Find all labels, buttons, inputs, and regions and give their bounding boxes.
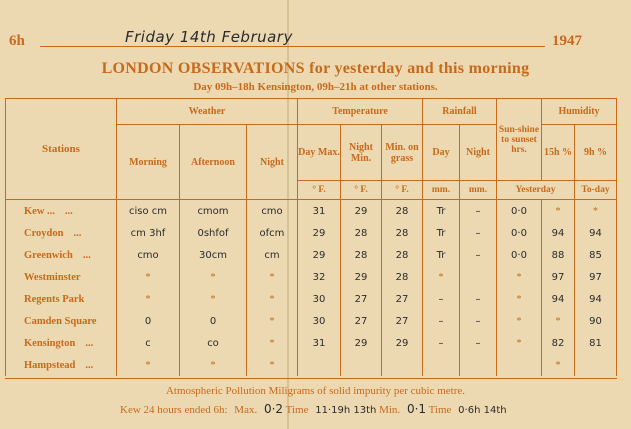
cell-morning: * (117, 288, 180, 310)
cell-hum-9h: 90 (575, 310, 617, 332)
cell-afternoon: co (180, 332, 247, 354)
cell-afternoon: 30cm (180, 244, 247, 266)
station-leader-dots: ... (85, 337, 94, 349)
cell-hum-9h: 85 (575, 244, 617, 266)
table-row (6, 332, 617, 354)
table-row (6, 266, 617, 288)
unit-rain-night: mm. (460, 181, 497, 200)
cell-rain-night: – (460, 200, 497, 223)
station-leader-dots: ... (85, 359, 94, 371)
sunshine-header: Sun-shine to sunset hrs. (497, 99, 542, 181)
station-label: Camden Square (24, 315, 97, 327)
cell-rain-night: – (460, 222, 497, 244)
station-name (6, 266, 117, 288)
cell-night-min: 28 (341, 222, 382, 244)
cell-rain-day (423, 354, 460, 376)
handwritten-date: Friday 14th February (125, 28, 293, 46)
rainfall-group-header: Rainfall (423, 99, 497, 125)
cell-afternoon: * (180, 288, 247, 310)
stations-header: Stations (6, 99, 117, 200)
cell-sunshine: * (497, 310, 542, 332)
station-label: Regents Park (24, 293, 85, 305)
cell-night: * (247, 288, 298, 310)
cell-sunshine (497, 354, 542, 376)
unit-rain-day: mm. (423, 181, 460, 200)
cell-afternoon: * (180, 354, 247, 376)
station-name (6, 244, 117, 266)
cell-morning: c (117, 332, 180, 354)
col-night-min: Night Min. (341, 125, 382, 181)
min-label: Min. (379, 404, 401, 416)
unit-yesterday: Yesterday (497, 181, 575, 200)
table-row (6, 354, 617, 376)
cell-sunshine: 0·0 (497, 244, 542, 266)
col-hum-9h: 9h % (575, 125, 617, 181)
cell-morning: 0 (117, 310, 180, 332)
max-value: 0·2 (263, 402, 284, 416)
col-afternoon: Afternoon (180, 125, 247, 200)
cell-night: cmo (247, 200, 298, 223)
cell-grass-min: 28 (382, 200, 423, 223)
cell-night: * (247, 266, 298, 288)
col-morning: Morning (117, 125, 180, 200)
unit-today: To-day (575, 181, 617, 200)
col-night: Night (247, 125, 298, 200)
cell-hum-15h: 94 (542, 288, 575, 310)
cell-rain-day: Tr (423, 222, 460, 244)
cell-rain-night: – (460, 332, 497, 354)
cell-hum-9h: * (575, 200, 617, 223)
cell-night: * (247, 310, 298, 332)
max-time: 11·19h 13th (315, 405, 377, 416)
kew-label: Kew 24 hours ended 6h: (120, 404, 228, 416)
observations-table (5, 98, 617, 376)
unit-grass-min: ° F. (382, 181, 423, 200)
cell-hum-9h: 97 (575, 266, 617, 288)
col-rain-night: Night (460, 125, 497, 181)
table-row (6, 288, 617, 310)
cell-grass-min: 29 (382, 332, 423, 354)
cell-day-max: 30 (298, 310, 341, 332)
station-leader-dots: ... (82, 249, 91, 261)
max-label: Max. (234, 404, 258, 416)
cell-night-min (341, 354, 382, 376)
cell-sunshine: 0·0 (497, 200, 542, 223)
cell-sunshine: * (497, 332, 542, 354)
cell-afternoon: 0shfof (180, 222, 247, 244)
cell-rain-day: Tr (423, 200, 460, 223)
col-day-max: Day Max. (298, 125, 341, 181)
station-label: Kew ... (24, 205, 55, 217)
cell-night: * (247, 332, 298, 354)
pollution-readings (120, 402, 507, 416)
station-label: Hampstead (24, 359, 76, 371)
cell-day-max: 29 (298, 222, 341, 244)
cell-night-min: 27 (341, 288, 382, 310)
header-hour: 6h (9, 33, 25, 49)
cell-rain-night: – (460, 244, 497, 266)
cell-grass-min (382, 354, 423, 376)
cell-night: * (247, 354, 298, 376)
cell-hum-15h: 97 (542, 266, 575, 288)
min-time: 0·6h 14th (458, 405, 507, 416)
cell-grass-min: 28 (382, 244, 423, 266)
page-subtitle: Day 09h–18h Kensington, 09h–21h at other stations. (193, 81, 438, 93)
cell-night-min: 27 (341, 310, 382, 332)
cell-grass-min: 28 (382, 266, 423, 288)
col-rain-day: Day (423, 125, 460, 181)
time-label: Time (285, 404, 309, 416)
weather-group-header: Weather (117, 99, 298, 125)
humidity-group-header: Humidity (542, 99, 617, 125)
station-name (6, 200, 117, 223)
table-row (6, 244, 617, 266)
station-label: Croydon (24, 227, 64, 239)
table-row (6, 222, 617, 244)
cell-rain-day: – (423, 332, 460, 354)
cell-night: cm (247, 244, 298, 266)
cell-morning: * (117, 266, 180, 288)
unit-day-max: ° F. (298, 181, 341, 200)
cell-hum-15h: 94 (542, 222, 575, 244)
cell-night-min: 29 (341, 200, 382, 223)
cell-afternoon: * (180, 266, 247, 288)
footer-rule (5, 378, 617, 379)
cell-rain-night: – (460, 288, 497, 310)
table-row (6, 310, 617, 332)
col-grass-min: Min. on grass (382, 125, 423, 181)
cell-morning: ciso cm (117, 200, 180, 223)
cell-day-max: 31 (298, 200, 341, 223)
cell-night-min: 29 (341, 332, 382, 354)
unit-night-min: ° F. (341, 181, 382, 200)
cell-hum-15h: * (542, 200, 575, 223)
cell-rain-night (460, 354, 497, 376)
cell-hum-15h: * (542, 354, 575, 376)
table-body (6, 200, 617, 377)
table-row (6, 200, 617, 223)
cell-grass-min: 28 (382, 222, 423, 244)
station-name (6, 354, 117, 376)
page-title: LONDON OBSERVATIONS for yesterday and this morning (101, 60, 530, 77)
station-label: Kensington (24, 337, 76, 349)
cell-sunshine: * (497, 266, 542, 288)
cell-hum-9h (575, 354, 617, 376)
col-hum-15h: 15h % (542, 125, 575, 181)
cell-hum-15h: 88 (542, 244, 575, 266)
min-value: 0·1 (406, 402, 427, 416)
station-name (6, 222, 117, 244)
cell-day-max (298, 354, 341, 376)
cell-rain-day: Tr (423, 244, 460, 266)
cell-sunshine: * (497, 288, 542, 310)
cell-day-max: 31 (298, 332, 341, 354)
cell-rain-day: – (423, 310, 460, 332)
time2-label: Time (428, 404, 452, 416)
cell-hum-15h: 82 (542, 332, 575, 354)
cell-rain-day: * (423, 266, 460, 288)
cell-night: ofcm (247, 222, 298, 244)
cell-morning: cmo (117, 244, 180, 266)
cell-day-max: 29 (298, 244, 341, 266)
cell-night-min: 29 (341, 266, 382, 288)
cell-hum-9h: 94 (575, 288, 617, 310)
cell-rain-night (460, 266, 497, 288)
station-label: Westminster (24, 271, 81, 283)
cell-hum-15h: * (542, 310, 575, 332)
cell-sunshine: 0·0 (497, 222, 542, 244)
pollution-heading: Atmospheric Pollution Miligrams of solid impurity per cubic metre. (165, 385, 466, 397)
station-name (6, 332, 117, 354)
cell-grass-min: 27 (382, 288, 423, 310)
cell-rain-day: – (423, 288, 460, 310)
cell-afternoon: cmom (180, 200, 247, 223)
cell-day-max: 30 (298, 288, 341, 310)
header-year: 1947 (552, 33, 582, 49)
cell-grass-min: 27 (382, 310, 423, 332)
temperature-group-header: Temperature (298, 99, 423, 125)
cell-hum-9h: 81 (575, 332, 617, 354)
cell-afternoon: 0 (180, 310, 247, 332)
cell-morning: * (117, 354, 180, 376)
cell-rain-night: – (460, 310, 497, 332)
station-leader-dots: ... (73, 227, 82, 239)
station-name (6, 310, 117, 332)
station-name (6, 288, 117, 310)
cell-morning: cm 3hf (117, 222, 180, 244)
cell-night-min: 28 (341, 244, 382, 266)
header-rule (40, 46, 545, 47)
station-leader-dots: ... (64, 205, 73, 217)
cell-hum-9h: 94 (575, 222, 617, 244)
cell-day-max: 32 (298, 266, 341, 288)
station-label: Greenwich (24, 249, 73, 261)
